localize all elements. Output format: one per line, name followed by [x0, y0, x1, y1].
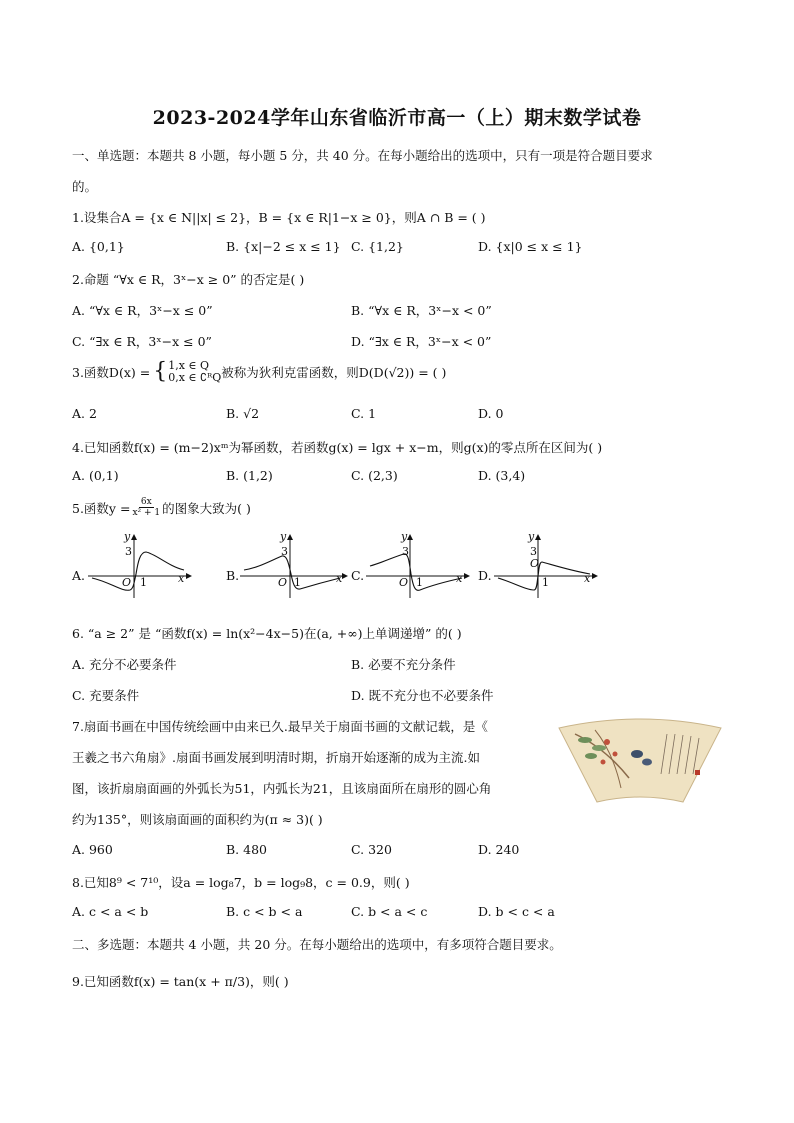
- q9-stem: 9.已知函数f(x) = tan(x + π/3)，则( ): [72, 974, 289, 989]
- q5-graph-d: [492, 532, 612, 600]
- q8-option-a: A. c < a < b: [72, 904, 149, 919]
- graph-d-x-label: x: [584, 572, 591, 585]
- graph-d-y-label: y: [528, 530, 535, 543]
- q5-stem-suffix: 的图象大致为( ): [162, 500, 251, 516]
- graph-d-origin-label: O: [530, 557, 540, 570]
- q3-case1: 1,x ∈ Q: [168, 359, 210, 372]
- q8-option-b: B. c < b < a: [226, 904, 303, 919]
- q7-line2: 王羲之书六角扇》.扇面书画发展到明清时期，折扇开始逐渐的成为主流.如: [72, 750, 480, 765]
- q5-denominator: x² + 1: [132, 508, 161, 518]
- q2-stem: 2.命题 “∀x ∈ R，3ˣ−x ≥ 0” 的否定是( ): [72, 272, 305, 287]
- q2-option-d: D. “∃x ∈ R，3ˣ−x < 0”: [351, 334, 492, 349]
- section1-header-line2: 的。: [72, 179, 98, 194]
- q7-option-a: A. 960: [72, 842, 113, 857]
- q6-option-d: D. 既不充分也不必要条件: [351, 688, 494, 703]
- graph-a-three-label: 3: [125, 545, 132, 558]
- q2-option-a: A. “∀x ∈ R，3ˣ−x ≤ 0”: [72, 303, 213, 318]
- q5-numerator: 6x: [140, 497, 152, 507]
- section1-header: [72, 146, 653, 164]
- q7-line1: 7.扇面书画在中国传统绘画中由来已久.最早关于扇面书画的文献记载，是《: [72, 719, 488, 734]
- graph-b-x-label: x: [336, 572, 343, 585]
- graph-b-three-label: 3: [281, 545, 288, 558]
- q6-stem: 6. “a ≥ 2” 是 “函数f(x) = ln(x²−4x−5)在(a, +∞)上单调递增” 的( ): [72, 626, 462, 641]
- q3-stem-suffix: 被称为狄利克雷函数，则D(D(√2)) = ( ): [221, 365, 447, 380]
- q7-option-d: D. 240: [478, 842, 520, 857]
- graph-d-three-label: 3: [530, 545, 537, 558]
- graph-d-one-label: 1: [542, 576, 549, 589]
- q3-brace: {: [153, 359, 168, 384]
- q7-option-c: C. 320: [351, 842, 392, 857]
- graph-c-y-label: y: [401, 530, 408, 543]
- page-title: 2023-2024学年山东省临沂市高一（上）期末数学试卷: [152, 107, 642, 129]
- q6-option-a: A. 充分不必要条件: [72, 657, 177, 672]
- q5-graph-b: [238, 532, 358, 600]
- q7-line3: 图，该折扇扇面画的外弧长为51，内弧长为21，且该扇面所在扇形的圆心角: [72, 781, 492, 796]
- q5-stem: [72, 497, 251, 518]
- q1-option-c: C. {1,2}: [351, 239, 404, 254]
- graph-c-origin-label: O: [399, 576, 409, 589]
- q5-option-d: D.: [478, 568, 492, 583]
- q3-option-d: D. 0: [478, 406, 504, 421]
- graph-c-three-label: 3: [402, 545, 409, 558]
- q7-line4: 约为135°，则该扇面画的面积约为(π ≈ 3)( ): [72, 812, 323, 827]
- q8-stem: 8.已知8⁹ < 7¹⁰，设a = log₈7，b = log₉8，c = 0.9，则( ): [72, 875, 410, 890]
- q3-cases: [168, 360, 221, 384]
- q3-option-c: C. 1: [351, 406, 377, 421]
- section1-header-line1: 一、单选题：本题共 8 小题，每小题 5 分，共 40 分。在每小题给出的选项中，只有一项是符合题目要求: [72, 148, 653, 163]
- q5-option-c: C.: [351, 568, 365, 583]
- q4-option-d: D. (3,4): [478, 468, 526, 483]
- q3-option-a: A. 2: [72, 406, 97, 421]
- q4-option-a: A. (0,1): [72, 468, 119, 483]
- q3-option-b: B. √2: [226, 406, 260, 421]
- graph-b-origin-label: O: [278, 576, 288, 589]
- q1-option-d: D. {x|0 ≤ x ≤ 1}: [478, 239, 583, 254]
- graph-c-x-label: x: [456, 572, 463, 585]
- q6-option-c: C. 充要条件: [72, 688, 140, 703]
- q1-option-a: A. {0,1}: [72, 239, 125, 254]
- q5-fraction: [132, 497, 160, 518]
- section2-header: 二、多选题：本题共 4 小题，共 20 分。在每小题给出的选项中，有多项符合题目要求。: [72, 937, 562, 952]
- q3-stem-prefix: 3.函数D(x) =: [72, 365, 151, 380]
- q1-option-b: B. {x|−2 ≤ x ≤ 1}: [226, 239, 341, 254]
- graph-b-one-label: 1: [294, 576, 301, 589]
- graph-c-one-label: 1: [416, 576, 423, 589]
- q2-option-b: B. “∀x ∈ R，3ˣ−x < 0”: [351, 303, 492, 318]
- q5-graph-a: [86, 532, 206, 600]
- q5-graph-c: [364, 532, 484, 600]
- q7-option-b: B. 480: [226, 842, 267, 857]
- q5-option-a: A.: [72, 568, 86, 583]
- q8-option-d: D. b < c < a: [478, 904, 555, 919]
- q5-stem-prefix: 5.函数y =: [72, 500, 131, 516]
- q8-option-c: C. b < a < c: [351, 904, 428, 919]
- graph-a-origin-label: O: [122, 576, 132, 589]
- q1-stem: 1.设集合A = {x ∈ N||x| ≤ 2}，B = {x ∈ R|1−x ≥ 0}，则A ∩ B = ( ): [72, 210, 486, 225]
- q5-option-b: B.: [226, 568, 240, 583]
- folding-fan-painting: [555, 718, 725, 806]
- graph-a-y-label: y: [124, 530, 131, 543]
- graph-a-x-label: x: [178, 572, 185, 585]
- graph-a-one-label: 1: [140, 576, 147, 589]
- q6-option-b: B. 必要不充分条件: [351, 657, 456, 672]
- q3-stem: [72, 360, 446, 384]
- q4-option-b: B. (1,2): [226, 468, 273, 483]
- q4-option-c: C. (2,3): [351, 468, 398, 483]
- q4-stem: 4.已知函数f(x) = (m−2)xᵐ为幂函数，若函数g(x) = lgx + x−m，则g(x)的零点所在区间为( ): [72, 440, 603, 455]
- graph-b-y-label: y: [280, 530, 287, 543]
- q3-case2: 0,x ∈ ∁ᴿQ: [168, 371, 222, 384]
- q2-option-c: C. “∃x ∈ R，3ˣ−x ≤ 0”: [72, 334, 212, 349]
